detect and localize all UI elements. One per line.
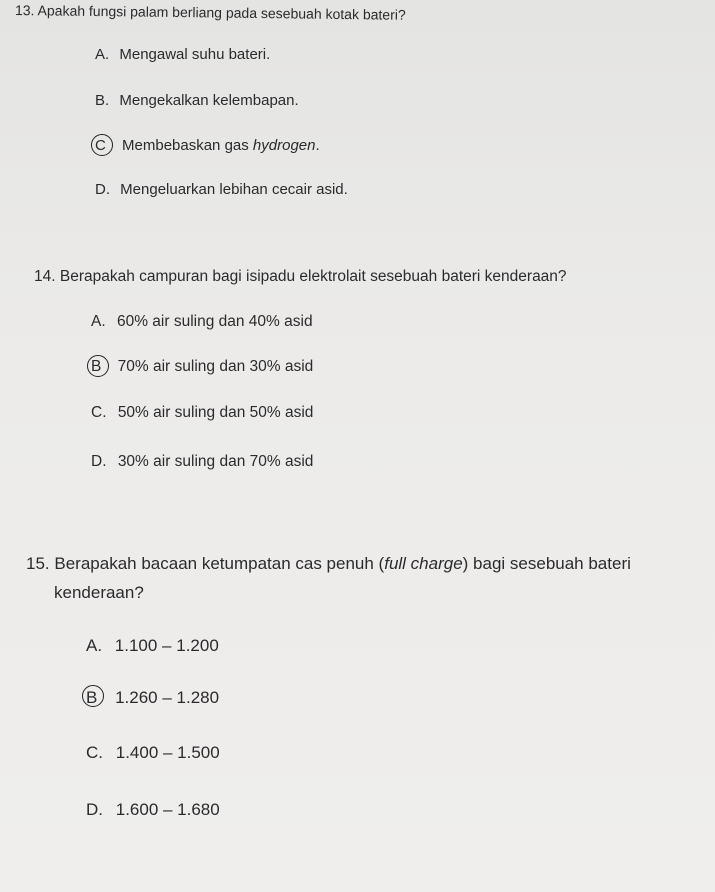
- option-letter: A.: [95, 46, 110, 63]
- option-letter-circled: B: [86, 688, 98, 707]
- option-letter: A.: [86, 636, 103, 655]
- question-number: 14.: [34, 268, 56, 285]
- question-15-text: [26, 554, 631, 574]
- option-text: 1.100 – 1.200: [114, 636, 219, 655]
- question-stem: Berapakah campuran bagi isipadu elektrolait sesebuah bateri kenderaan?: [59, 268, 567, 285]
- option-letter: D.: [95, 181, 110, 198]
- option-15-a[interactable]: [86, 636, 219, 656]
- option-text: 1.400 – 1.500: [115, 743, 220, 762]
- option-text: 30% air suling dan 70% asid: [117, 453, 314, 470]
- option-text: 60% air suling dan 40% asid: [116, 313, 313, 330]
- option-15-b[interactable]: [86, 688, 219, 708]
- option-letter-circled: B: [91, 358, 102, 375]
- question-stem: Apakah fungsi palam berliang pada sesebuah kotak bateri?: [37, 2, 406, 23]
- option-letter: D.: [91, 453, 107, 470]
- question-stem: Berapakah bacaan ketumpatan cas penuh (full charge) bagi sesebuah bateri: [54, 554, 631, 573]
- option-text: 50% air suling dan 50% asid: [117, 404, 314, 421]
- question-number: 13.: [14, 2, 35, 19]
- option-text: Mengeluarkan lebihan cecair asid.: [120, 181, 348, 198]
- option-letter: C.: [86, 743, 103, 762]
- option-text: Membebaskan gas hydrogen.: [122, 137, 320, 154]
- question-15-text-line2: kenderaan?: [54, 583, 144, 602]
- option-letter: D.: [86, 800, 103, 819]
- option-15-d[interactable]: [86, 800, 220, 820]
- question-number: 15.: [26, 554, 50, 573]
- option-letter: C.: [91, 404, 107, 421]
- option-text: 70% air suling dan 30% asid: [117, 358, 314, 375]
- option-letter: B.: [95, 92, 110, 109]
- option-text: Mengekalkan kelembapan.: [119, 92, 299, 109]
- option-letter-circled: C: [95, 137, 106, 154]
- option-text: 1.600 – 1.680: [115, 800, 220, 819]
- option-letter: A.: [91, 313, 106, 330]
- option-text: Mengawal suhu bateri.: [119, 46, 271, 63]
- option-15-c[interactable]: [86, 743, 220, 763]
- option-text: 1.260 – 1.280: [115, 688, 220, 707]
